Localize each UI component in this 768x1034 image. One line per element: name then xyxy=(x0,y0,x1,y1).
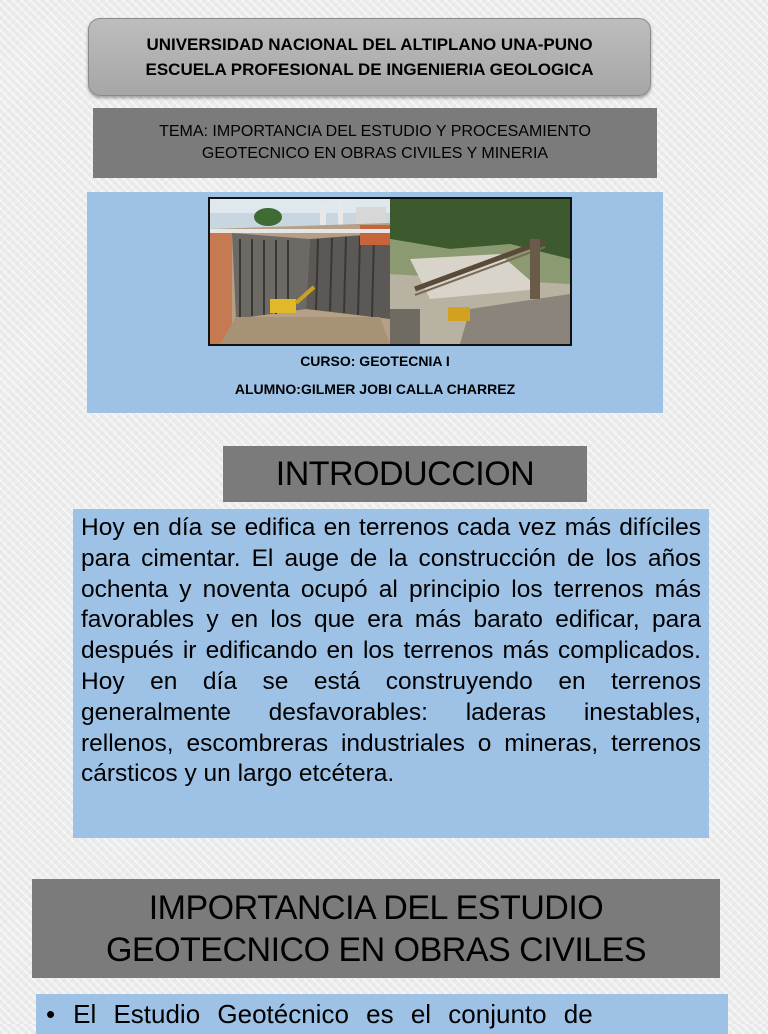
topic-line-2: GEOTECNICO EN OBRAS CIVILES Y MINERIA xyxy=(201,145,549,162)
bullet-list xyxy=(36,994,728,1034)
university-name: UNIVERSIDAD NACIONAL DEL ALTIPLANO UNA-PUNO xyxy=(146,35,593,54)
importance-heading-line-1: IMPORTANCIA DEL ESTUDIO xyxy=(148,888,604,927)
student-label: ALUMNO:GILMER JOBI CALLA CHARREZ xyxy=(234,381,516,397)
university-header xyxy=(88,18,651,96)
introduction-paragraph: Hoy en día se edifica en terrenos cada vez más difíciles para cimentar. El auge de la construcción de los años ochenta y noventa ocupó al principio los terrenos más favorables y en los que era más barato edificar, para después ir edificando en los terrenos más complicados. Hoy en día se está construyendo en terrenos generalmente desfavorables: laderas inestables, rellenos, escombreras industriales o mineras, terrenos cársticos y un largo etcétera. xyxy=(73,509,709,838)
course-label: CURSO: GEOTECNIA I xyxy=(300,353,450,369)
topic-banner xyxy=(93,108,657,178)
school-name: ESCUELA PROFESIONAL DE INGENIERIA GEOLOGICA xyxy=(145,60,594,79)
importance-heading xyxy=(32,879,720,978)
photo-panel xyxy=(87,192,663,413)
topic-line-1: TEMA: IMPORTANCIA DEL ESTUDIO Y PROCESAMIENTO xyxy=(159,123,591,140)
bullet-text: El Estudio Geotécnico es el conjunto de xyxy=(73,999,593,1029)
construction-mining-photo xyxy=(208,197,572,346)
bullet-icon: • xyxy=(46,999,56,1029)
importance-heading-line-2: GEOTECNICO EN OBRAS CIVILES xyxy=(105,930,647,969)
introduction-heading: INTRODUCCION xyxy=(223,446,587,502)
